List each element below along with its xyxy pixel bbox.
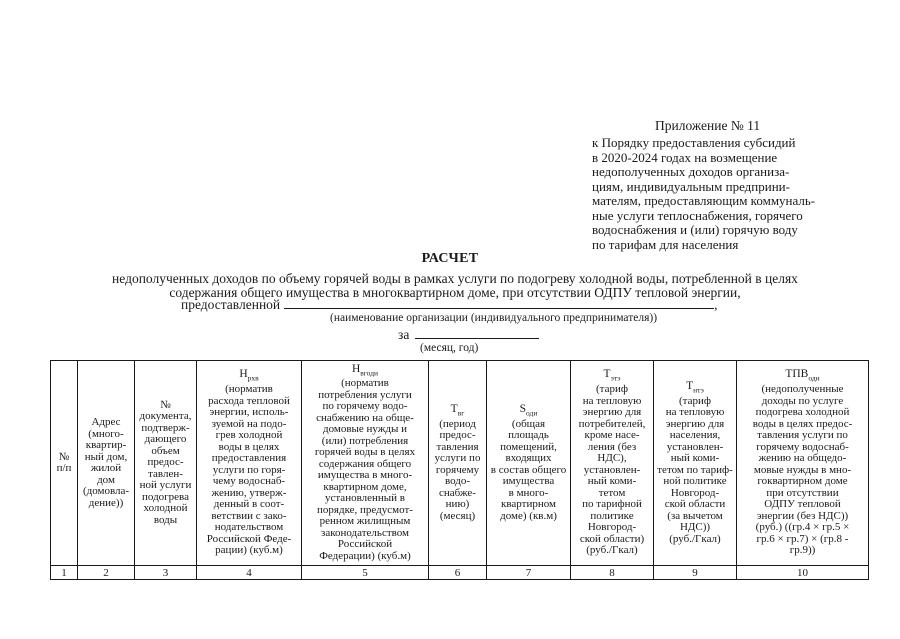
column-symbol-main: ТПВ (785, 368, 809, 381)
column-symbol (572, 369, 652, 384)
provided-by-line (181, 297, 718, 313)
column-description: № п/п (56, 450, 72, 474)
column-description: (общая площадь помещений, входящих в состав общего имущества в много- квартирном доме) (кв.м) (490, 417, 567, 522)
appendix-line: водоснабжения и (или) горячую воду (592, 222, 798, 237)
column-header-5 (302, 361, 429, 566)
column-symbol-main: Н (239, 368, 248, 381)
appendix-line: в 2020-2024 годах на возмещение (592, 149, 778, 165)
column-header-7 (487, 361, 571, 566)
column-symbol-main: Т (686, 379, 694, 392)
column-description: № документа, подтверж- дающего объем предос- тавлен- ной услуги подогрева холодной воды (139, 398, 192, 526)
provided-label: предоставленной (181, 297, 281, 312)
column-header-3 (135, 361, 197, 566)
column-header-2 (78, 361, 135, 566)
column-symbol (198, 369, 300, 384)
column-symbol-subscript: вг (457, 408, 465, 418)
column-symbol (655, 381, 735, 396)
column-description: (недополученные доходы по услуге подогрева холодной воды в целях предос- тавления услуги по горячему водоснаб- жению на общедо- мовые нужды в мно- гоквартирном доме при отсутствии ОДПУ тепловой энергии (без НДС)) (руб.) ((гр.4 × гр.5 × гр.6 × гр.7) × (гр.8 - гр.9)) (752, 383, 853, 557)
column-symbol-subscript: оди (526, 408, 538, 418)
appendix-title: Приложение № 11 (655, 118, 761, 133)
subtitle-line-1: недополученных доходов по объему горячей воды в рамках услуги по подогреву холодной воды, потребленной в целях (112, 271, 798, 286)
appendix-line: циям, индивидуальным предприни- (592, 178, 790, 194)
column-number-cell: 3 (135, 566, 197, 580)
column-description: Адрес (много- квартир- ный дом, жилой дом (домовла- дение)) (82, 416, 130, 509)
column-description: (тариф на тепловую энергию для населения, установлен- ный коми- тетом по тариф- ной политике Новгород- ской области (за вычетом НДС)) (руб./Гкал) (657, 394, 733, 545)
column-symbol-subscript: вгоди (360, 367, 379, 377)
column-header-8 (571, 361, 654, 566)
column-number-cell: 8 (571, 566, 654, 580)
column-symbol (430, 404, 485, 419)
column-number-cell: 5 (302, 566, 429, 580)
appendix-line: к Порядку предоставления субсидий (592, 135, 796, 150)
column-symbol (303, 364, 427, 379)
period-caption: (месяц, год) (420, 342, 479, 354)
column-number-row (51, 566, 869, 580)
column-number-cell: 6 (429, 566, 487, 580)
period-line (398, 327, 539, 343)
column-description: (период предос- тавления услуги по горячему водо- снабже- нию) (месяц) (434, 417, 481, 522)
column-description: (норматив расхода тепловой энергии, исполь- зуемой на подо- грев холодной воды в целях предоставления услуги по горя- чему водоснаб- жению, утверж- денный в соот- ветствии с зако- нодательством Российской Феде- рации) (куб.м) (206, 383, 292, 557)
column-header-9 (654, 361, 737, 566)
column-number-cell: 4 (197, 566, 302, 580)
appendix-line: недополученных доходов организа- (592, 164, 790, 179)
column-header-6 (429, 361, 487, 566)
column-description: (тариф на тепловую энергию для потребителей, кроме насе- ления (без НДС), установлен- ный коми- тетом по тарифной политике Новгород- ской области) (руб./Гкал) (578, 383, 646, 557)
column-header-10 (737, 361, 869, 566)
document-subtitle (40, 272, 870, 299)
calculation-table (50, 360, 869, 580)
period-blank-field[interactable] (415, 327, 539, 339)
column-number-cell: 1 (51, 566, 78, 580)
column-number-cell: 9 (654, 566, 737, 580)
column-symbol-subscript: этэ (610, 373, 621, 383)
column-symbol-subscript: оди (808, 373, 820, 383)
column-header-4 (197, 361, 302, 566)
document-title: РАСЧЕТ (421, 251, 479, 266)
column-symbol-subscript: pхв (247, 373, 259, 383)
column-number-cell: 2 (78, 566, 135, 580)
column-symbol-main: Т (603, 368, 611, 381)
organization-caption: (наименование организации (индивидуального предпринимателя)) (330, 312, 658, 324)
organization-blank-field[interactable] (284, 297, 714, 309)
table-header-row (51, 361, 869, 566)
appendix-line: по тарифам для населения (592, 236, 739, 252)
column-description: (норматив потребления услуги по горячему водо- снабжению на обще- домовые нужды и (или) потребления горячей воды в целях содержания общего имущества в многo- квартирном доме, установленный в порядке, предусмот- ренном жилищным законодательством Российской Федерации) (куб.м) (314, 377, 416, 562)
appendix-line: ные услуги теплоснабжения, горячего (592, 207, 803, 223)
column-symbol (488, 404, 569, 419)
appendix-text (592, 136, 852, 252)
column-symbol-main: Т (450, 402, 458, 415)
column-number-cell: 10 (737, 566, 869, 580)
column-header-1 (51, 361, 78, 566)
column-number-cell: 7 (487, 566, 571, 580)
column-symbol (738, 369, 867, 384)
provided-suffix: , (714, 297, 718, 312)
column-symbol-main: Н (351, 362, 361, 375)
column-symbol-subscript: нтэ (693, 385, 704, 395)
period-label: за (398, 327, 410, 342)
column-symbol-main: S (519, 402, 527, 415)
appendix-line: мателям, предоставляющим коммуналь- (592, 193, 816, 208)
subtitle-line-2: содержания общего имущества в многоквартирном доме, при отсутствии ОДПУ тепловой энергии, (169, 284, 741, 300)
